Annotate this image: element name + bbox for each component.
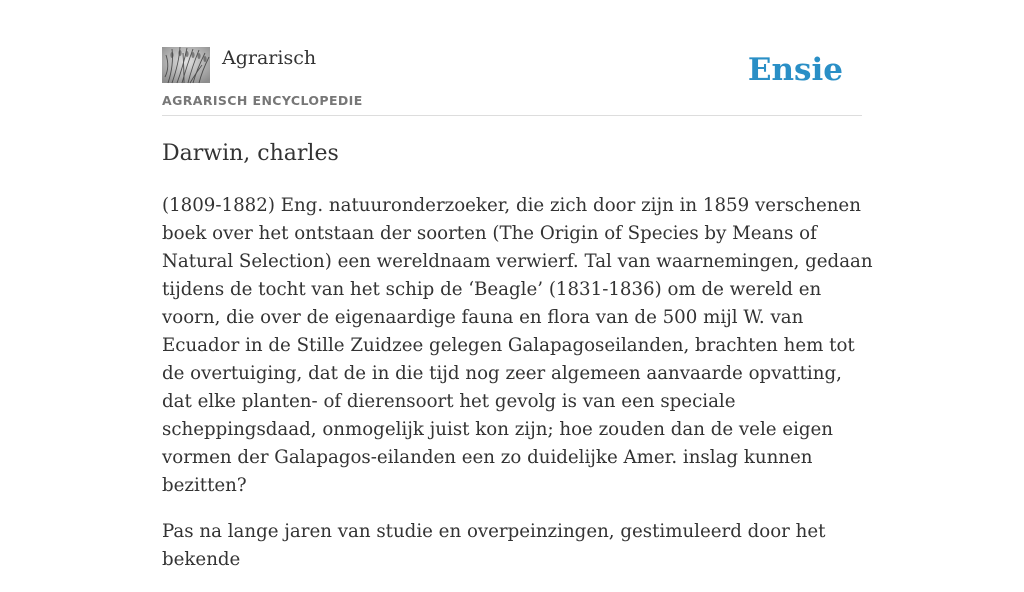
entry-paragraph: Pas na lange jaren van studie en overpeinzingen, gestimuleerd door het bekende xyxy=(162,521,826,570)
site-title[interactable]: Agrarisch xyxy=(222,47,317,69)
site-subtitle: AGRARISCH ENCYCLOPEDIE xyxy=(162,93,363,108)
ensie-logo-link[interactable]: Ensie xyxy=(747,52,843,88)
entry-body xyxy=(162,192,874,592)
entry-paragraph: (1809-1882) Eng. natuuronderzoeker, die zich door zijn in 1859 verschenen boek over het ontstaan der soorten (The Origin of Species by Means of Natural Selection) een wereldnaam verwierf. Tal van waarnemingen, gedaan tijdens de tocht van het schip de ‘Beagle’ (1831-1836) om de wereld en voorn, die over de eigenaardige fauna en flora van de 500 mijl W. van Ecuador in de Stille Zuidzee gelegen Galapagoseilanden, brachten hem tot de overtuiging, dat de in die tijd nog zeer algemeen aanvaarde opvatting, dat elke planten- of dierensoort het gevolg is van een speciale scheppingsdaad, onmogelijk juist kon zijn; hoe zouden dan de vele eigen vormen der Galapagos-eilanden een zo duidelijke Amer. inslag kunnen bezitten? xyxy=(162,195,873,496)
entry-title: Darwin, charles xyxy=(162,141,339,166)
site-header xyxy=(162,46,862,116)
wheat-icon[interactable] xyxy=(162,47,210,83)
